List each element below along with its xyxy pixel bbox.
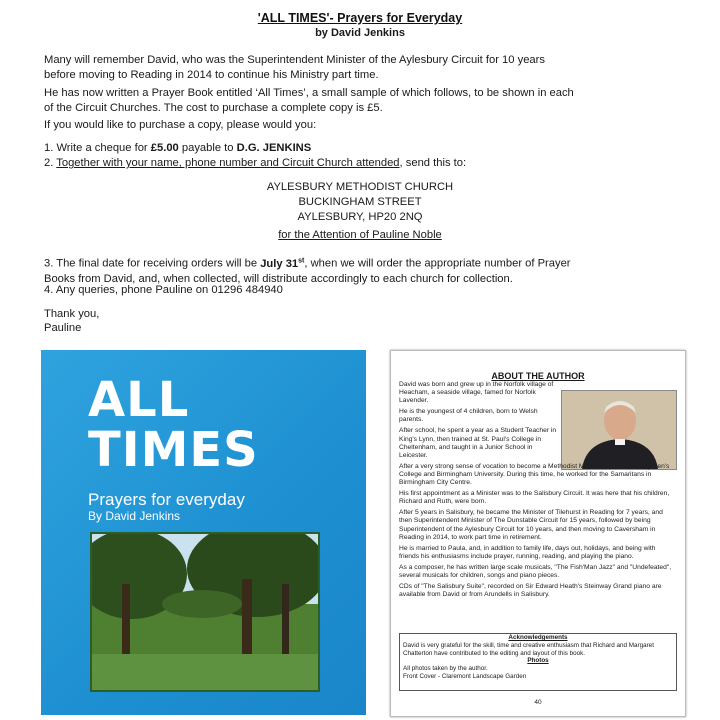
bio-para-4: After a very strong sense of vocation to become a Methodist Minister, he trained at Queen's College and Birmingham University. During this time, he worked for the Samaritans in Birmingham City Centre. [399, 462, 670, 487]
cover-title-all: ALL [88, 372, 190, 428]
step-3-line2: Books from David, and, when collected, will distribute accordingly to each church for collection. [44, 272, 513, 285]
attention-line: for the Attention of Pauline Noble [278, 229, 442, 241]
bio-para-3: After school, he spent a year as a Student Teacher in King's Lynn, then trained at St. Paul's College in Cheltenham, and taught in a Junior School in Leicester. [399, 427, 557, 459]
intro-paragraph-2 [44, 86, 684, 116]
address-line-3: AYLESBURY, HP20 2NQ [297, 211, 423, 223]
step-4: 4. Any queries, phone Pauline on 01296 484940 [44, 284, 283, 296]
step-3-text: 3. The final date for receiving orders will be [44, 257, 261, 270]
bio-para-5: His first appointment as a Minister was to the Salisbury Circuit. It was here that his children, Richard and Ruth, were born. [399, 490, 670, 506]
step-2-number: 2. [44, 157, 57, 169]
step-1-text: 1. Write a cheque for [44, 142, 151, 154]
cover-title-times: TIMES [88, 422, 259, 478]
byline: by David Jenkins [315, 27, 405, 39]
bio-para-9: CDs of "The Salisbury Suite", recorded on Sir Edward Heath's Steinway Grand piano are available from David or from Arundells in Salisbury. [399, 583, 662, 599]
photos-heading: Photos [527, 657, 549, 665]
step-1-mid: payable to [178, 142, 237, 154]
author-bio [399, 381, 675, 602]
book-cover-image [41, 350, 366, 715]
page-title: 'ALL TIMES'- Prayers for Everyday [257, 11, 463, 25]
photos-line-1: All photos taken by the author. [403, 665, 488, 673]
intro-paragraph-1 [44, 53, 684, 83]
bio-para-6: After 5 years in Salisbury, he became the Minister of Tilehurst in Reading for 7 years, and then Superintendent Minister of The Dunstable Circuit for 15 years, followed by being Superintendent of the Aylesbury Circuit for 10 years, and then moving to Caversham in Reading in 2014, to work part time in retirement. [399, 509, 663, 541]
cover-subtitle: Prayers for everyday [88, 490, 245, 509]
step-1-amount: £5.00 [150, 142, 179, 154]
ack-text: David is very grateful for the skill, time and creative enthusiasm that Richard and Margaret Chatterton have contributed to the editing and layout of this book. [403, 641, 654, 657]
bio-para-1: David was born and grew up in the Norfolk village of Heacham, a seaside village, famed for Norfolk Lavender. [399, 381, 554, 405]
intro-p2-line1: He has now written a Prayer Book entitled ‘All Times’, a small sample of which follows, to be shown in each [44, 87, 574, 99]
address-line-2: BUCKINGHAM STREET [298, 196, 422, 208]
intro-p1-line1: Many will remember David, who was the Superintendent Minister of the Aylesbury Circuit for 10 years [44, 54, 545, 66]
intro-p2-line2: of the Circuit Churches. The cost to purchase a complete copy is £5. [44, 102, 383, 114]
step-2 [44, 156, 684, 171]
address-line-1: AYLESBURY METHODIST CHURCH [266, 181, 454, 193]
thanks: Thank you, [44, 308, 100, 320]
step-3 [44, 253, 684, 287]
step-3-suffix: , when we will order the appropriate number of Prayer [304, 257, 571, 270]
signature-name: Pauline [44, 322, 82, 334]
landscape-photo [90, 532, 320, 692]
step-2-underlined: Together with your name, phone number and Circuit Church attended [56, 157, 400, 169]
ack-heading: Acknowledgements [508, 634, 568, 641]
photos-line-2: Front Cover - Claremont Landscape Garden [403, 672, 527, 680]
bio-para-2: He is the youngest of 4 children, born to Welsh parents. [399, 408, 538, 424]
about-author-page [390, 350, 686, 717]
intro-p1-line2: before moving to Reading in 2014 to continue his Ministry part time. [44, 69, 379, 81]
page-number: 40 [534, 699, 542, 706]
acknowledgements-box [399, 633, 677, 691]
bio-para-7: He is married to Paula, and, in addition to family life, days out, holidays, and being with friends his enthusiasms include prayer, running, reading, and playing the piano. [399, 544, 656, 560]
intro-paragraph-3: If you would like to purchase a copy, please would you: [44, 119, 317, 131]
bio-para-8: As a composer, he has written large scale musicals, "The Fish'Man Jazz" and "Undefeated", several musicals for children, songs and piano pieces. [399, 563, 672, 579]
step-1-payee: D.G. JENKINS [236, 142, 312, 154]
step-2-suffix: , send this to: [399, 157, 467, 169]
step-1 [44, 141, 684, 156]
about-author-heading: ABOUT THE AUTHOR [491, 371, 585, 381]
step-3-date: July 31st [260, 257, 305, 270]
cover-author: By David Jenkins [88, 509, 181, 523]
